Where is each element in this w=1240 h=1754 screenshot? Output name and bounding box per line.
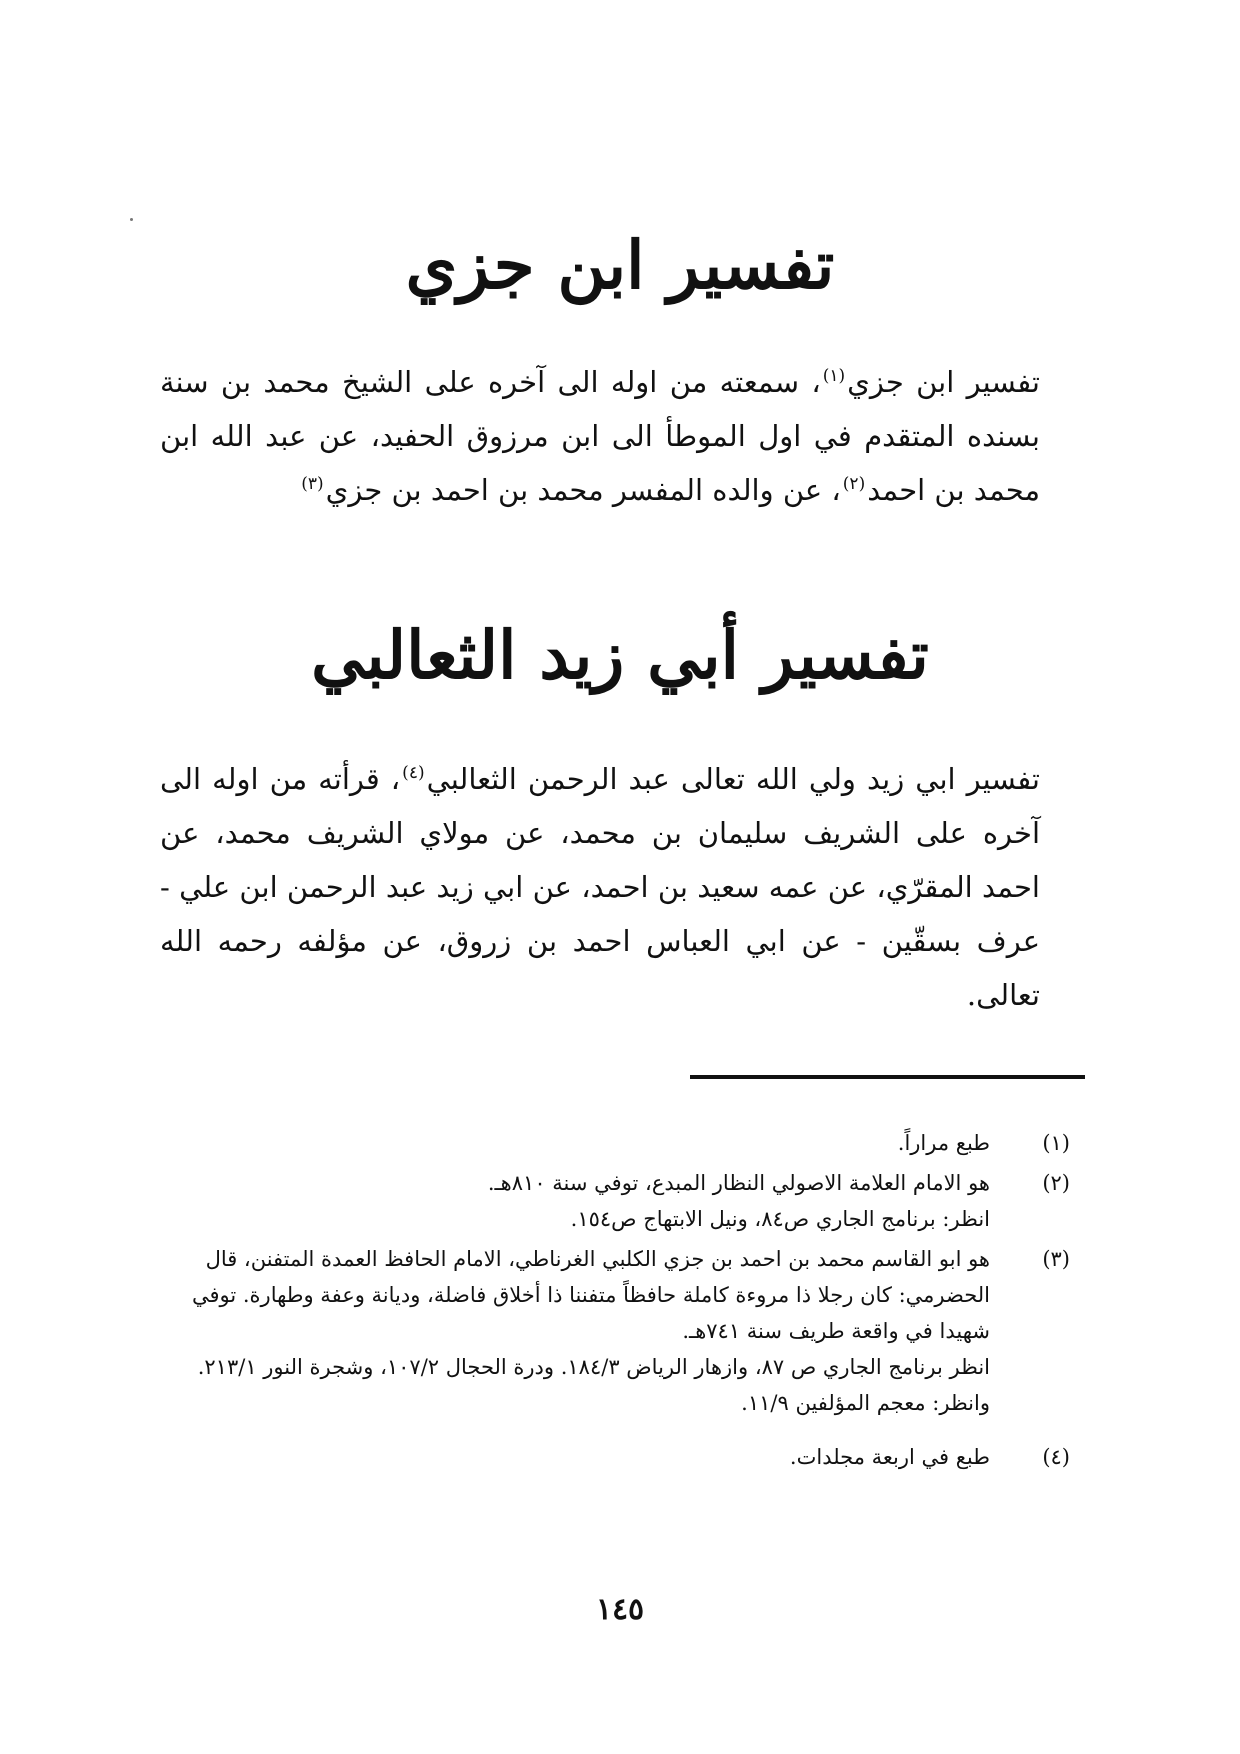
footnote-3 bbox=[150, 1241, 1070, 1421]
footnote-1 bbox=[150, 1125, 1070, 1161]
para1-text-a: تفسير ابن جزي bbox=[847, 365, 1040, 399]
footnote-2 bbox=[150, 1165, 1070, 1237]
para2-text-a: تفسير ابي زيد ولي الله تعالى عبد الرحمن الثعالبي bbox=[426, 762, 1040, 796]
footnote-ref-1: (١) bbox=[822, 366, 846, 386]
footnote-number: (٢) bbox=[1042, 1171, 1070, 1195]
footnote-line: طبع في اربعة مجلدات. bbox=[789, 1445, 990, 1469]
footnote-line: انظر برنامج الجاري ص ٨٧، وازهار الرياض ١٨٤/٣. ودرة الحجال ١٠٧/٢، وشجرة النور ٢١٣/١. وانظر: معجم المؤلفين ١١/٩. bbox=[197, 1355, 990, 1415]
footnote-number: (٣) bbox=[1042, 1247, 1070, 1271]
footnote-number: (١) bbox=[1042, 1131, 1070, 1155]
footnote-line: هو ابو القاسم محمد بن احمد بن جزي الكلبي الغرناطي، الامام الحافظ العمدة المتفنن، قال الحضرمي: كان رجلا ذا مروءة كاملة حافظاً متفننا ذا أخلاق فاضلة، وديانة وعفة وطهارة. توفي شهيدا في واقعة طريف سنة ٧٤١هـ. bbox=[191, 1247, 990, 1343]
heading-tafsir-ibn-juzayy: تفسير ابن جزي bbox=[405, 226, 835, 304]
para1-text-c: ، عن والده المفسر محمد بن احمد بن جزي bbox=[325, 473, 841, 507]
heading-tafsir-thaalibi: تفسير أبي زيد الثعالبي bbox=[311, 616, 929, 694]
paragraph-ibn-juzayy bbox=[160, 355, 1040, 517]
footnote-separator bbox=[690, 1075, 1085, 1079]
footnote-ref-4: (٤) bbox=[402, 763, 425, 783]
footnote-line: هو الامام العلامة الاصولي النظار المبدع، توفي سنة ٨١٠هـ. bbox=[487, 1171, 990, 1195]
paragraph-thaalibi bbox=[160, 752, 1040, 1022]
footnote-number: (٤) bbox=[1042, 1445, 1070, 1469]
footnote-ref-2: (٢) bbox=[842, 474, 866, 494]
footnote-line: انظر: برنامج الجاري ص٨٤، ونيل الابتهاج ص١٥٤. bbox=[570, 1207, 990, 1231]
page-number: ١٤٥ bbox=[595, 1592, 645, 1627]
para2-text-b: ، قرأته من اوله الى آخره على الشريف سليمان بن محمد، عن مولاي الشريف محمد، عن احمد المقرّي، عن عمه سعيد بن احمد، عن ابي زيد عبد الرحمن ابن علي - عرف بسقّين - عن ابي العباس احمد بن زروق، عن مؤلفه رحمه الله تعالى. bbox=[160, 762, 1040, 1012]
footnote-line: طبع مراراً. bbox=[897, 1131, 990, 1155]
para1-text-b: ، سمعته من اوله الى آخره على الشيخ محمد بن سنة بسنده المتقدم في اول الموطأ الى ابن مرزوق الحفيد، عن عبد الله ابن محمد بن احمد bbox=[160, 365, 1040, 507]
scan-speck bbox=[130, 218, 133, 221]
footnote-ref-3: (٣) bbox=[301, 474, 324, 494]
footnotes bbox=[150, 1125, 1070, 1479]
footnote-4 bbox=[150, 1439, 1070, 1475]
